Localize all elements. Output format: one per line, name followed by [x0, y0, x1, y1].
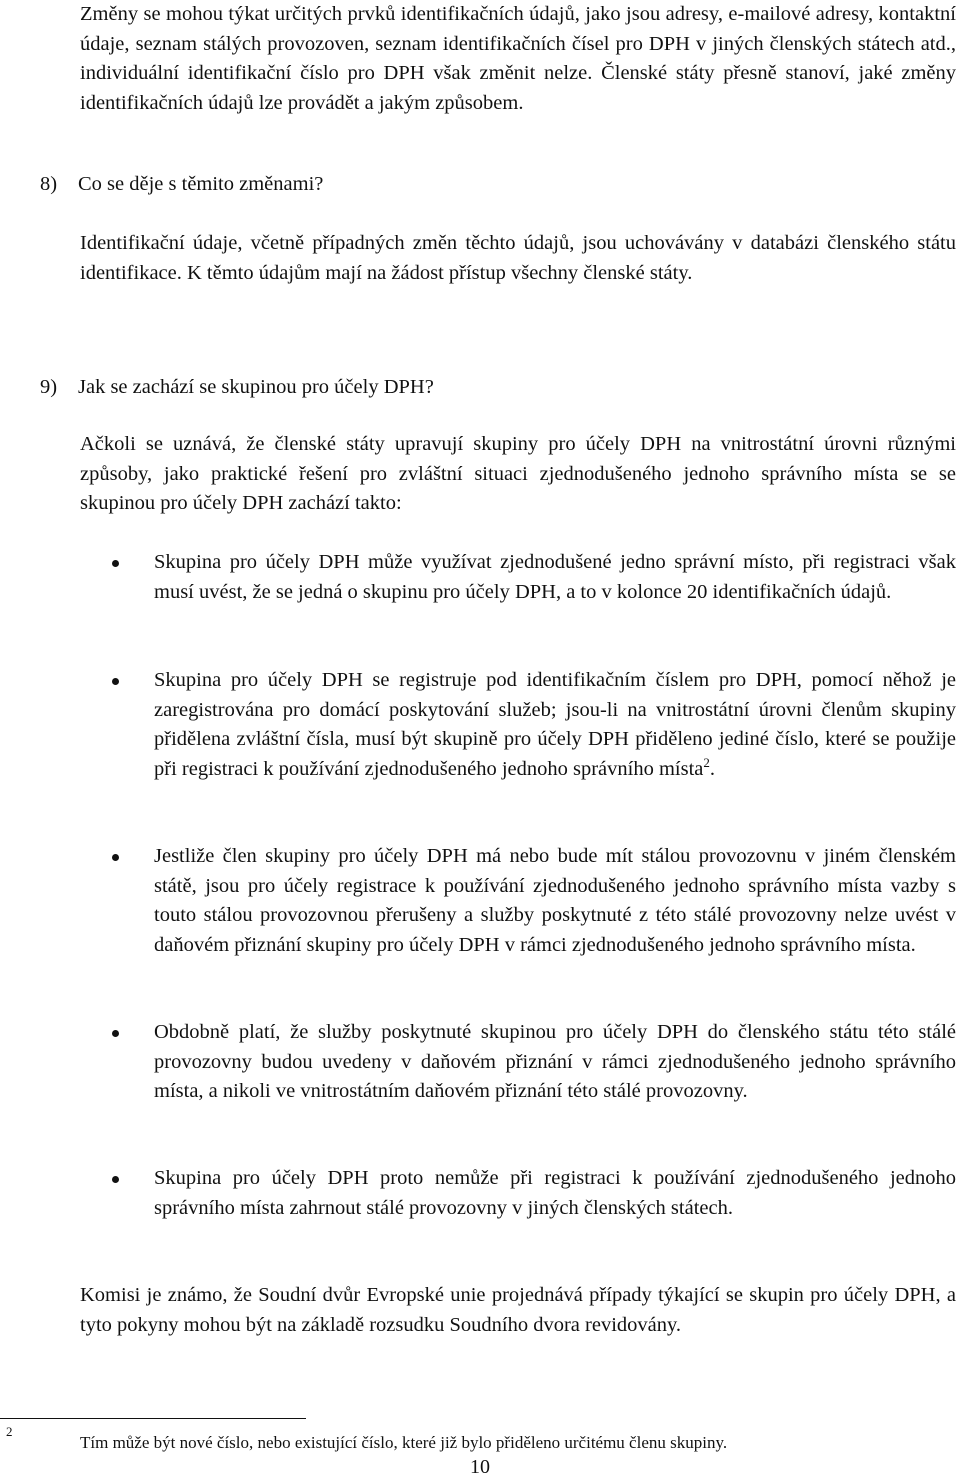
paragraph-identification-changes: Změny se mohou týkat určitých prvků identifikačních údajů, jako jsou adresy, e-mailové adresy, kontaktní údaje, seznam stálých provozoven, seznam identifikačních čísel pro DPH v jiných členských státech atd., individuální identifikační číslo pro DPH však změnit nelze. Členské státy přesně stanoví, jaké změny identifikačních údajů lze provádět a jakým způsobem. — [80, 3, 956, 114]
list-item-text: Skupina pro účely DPH proto nemůže při registraci k používání zjednodušeného jednoho správního místa zahrnout stálé provozovny v jiných členských státech. — [154, 1167, 956, 1219]
list-item-text: Jestliže člen skupiny pro účely DPH má nebo bude mít stálou provozovnu v jiném členském státě, jsou pro účely registrace k používání zjednodušeného jednoho správního místa vazby s touto stálou provozovnou přerušeny a služby poskytnuté z této stálé provozovny nelze uvést v daňovém přiznání skupiny pro účely DPH v rámci zjednodušeného jednoho správního místa. — [154, 845, 956, 956]
section-heading-8 — [40, 170, 920, 200]
page-number: 10 — [470, 1456, 490, 1478]
heading-text: Jak se zachází se skupinou pro účely DPH? — [78, 376, 434, 398]
bullet-icon — [112, 560, 119, 567]
footnote-reference: 2 — [703, 754, 710, 770]
paragraph-court-of-justice: Komisi je známo, že Soudní dvůr Evropské unie projednává případy týkající se skupin pro účely DPH, a tyto pokyny mohou být na základě rozsudku Soudního dvora revidovány. — [80, 1284, 956, 1336]
footnote-divider — [0, 1418, 306, 1419]
list-item-text-body: Skupina pro účely DPH se registruje pod identifikačním číslem pro DPH, pomocí něhož je zaregistrována pro domácí poskytování služeb; jsou-li na vnitrostátní úrovni členům skupiny přidělena zvláštní čísla, musí být skupině pro účely DPH přiděleno jediné číslo, které se použije při registraci k používání zjednodušeného jednoho správního místa — [154, 669, 956, 780]
heading-number: 8) — [40, 173, 58, 195]
list-item-text: Obdobně platí, že služby poskytnuté skupinou pro účely DPH do členského státu této stálé provozovny budou uvedeny v daňovém přiznání v rámci zjednodušeného jednoho správního místa, a nikoli ve vnitrostátním daňovém přiznání této stálé provozovny. — [154, 1021, 956, 1102]
list-item-text — [154, 666, 956, 784]
bullet-icon — [112, 678, 119, 685]
footnote-mark: 2 — [6, 1424, 13, 1439]
heading-number: 9) — [40, 376, 58, 398]
list-item-text-end: . — [709, 757, 716, 780]
bullet-icon — [112, 1176, 119, 1183]
list-item-text: Skupina pro účely DPH může využívat zjednodušené jedno správní místo, při registraci však musí uvést, že se jedná o skupinu pro účely DPH, a to v kolonce 20 identifikačních údajů. — [154, 551, 956, 603]
footnote-text: Tím může být nové číslo, nebo existující číslo, které již bylo přiděleno určitému členu skupiny. — [80, 1433, 728, 1452]
paragraph-vat-groups: Ačkoli se uznává, že členské státy upravují skupiny pro účely DPH na vnitrostátní úrovni různými způsoby, jako praktické řešení pro zvláštní situaci zjednodušeného jednoho správního místa se se skupinou pro účely DPH zachází takto: — [80, 433, 956, 514]
bullet-icon — [112, 854, 119, 861]
heading-text: Co se děje s těmito změnami? — [78, 173, 324, 195]
bullet-icon — [112, 1030, 119, 1037]
paragraph-database: Identifikační údaje, včetně případných změn těchto údajů, jsou uchovávány v databázi členského státu identifikace. K těmto údajům mají na žádost přístup všechny členské státy. — [80, 232, 956, 284]
section-heading-9 — [40, 373, 920, 403]
